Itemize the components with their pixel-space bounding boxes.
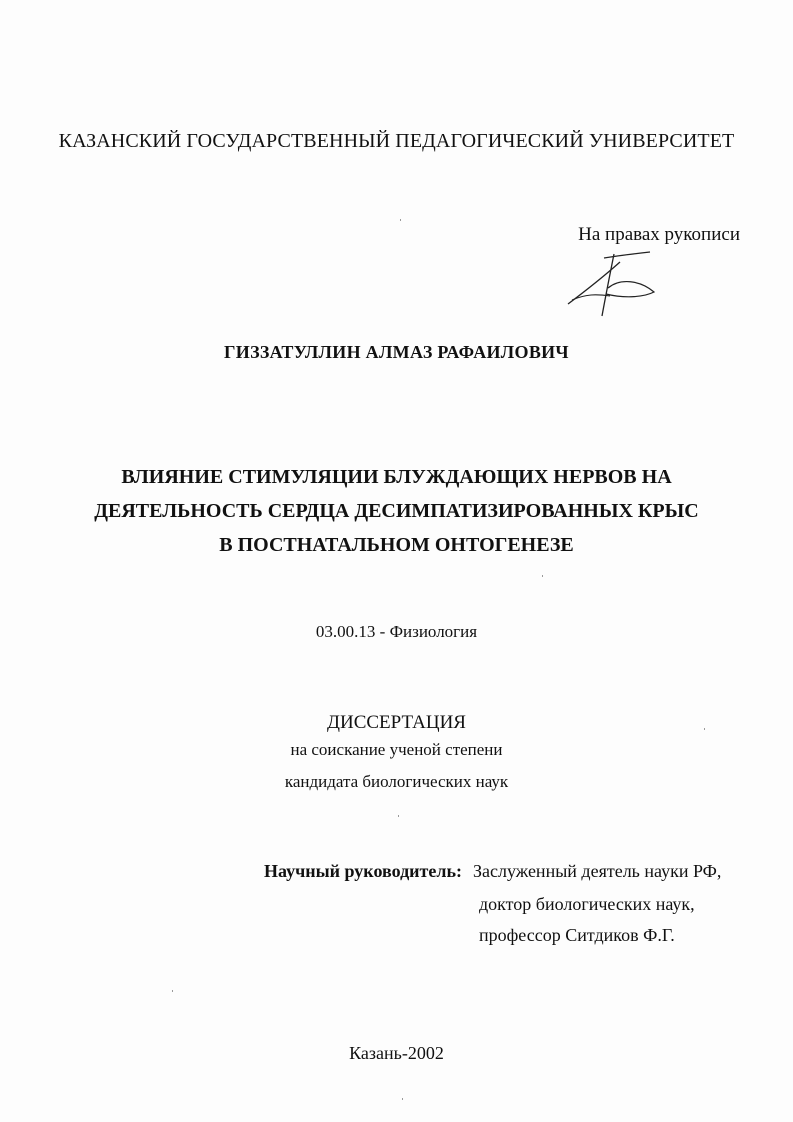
degree-purpose: на соискание ученой степени [290,740,503,759]
university-name: КАЗАНСКИЙ ГОСУДАРСТВЕННЫЙ ПЕДАГОГИЧЕСКИЙ УНИВЕРСИТЕТ [58,130,735,152]
scan-speck [704,728,705,730]
advisor-label: Научный руководитель: [264,861,462,881]
author-name: ГИЗЗАТУЛЛИН АЛМАЗ РАФАИЛОВИЧ [224,342,569,362]
scan-speck [542,575,543,577]
dissertation-title [0,460,793,562]
title-line: ДЕЯТЕЛЬНОСТЬ СЕРДЦА ДЕСИМПАТИЗИРОВАННЫХ КРЫС [94,500,699,522]
title-line: В ПОСТНАТАЛЬНОМ ОНТОГЕНЕЗЕ [219,534,574,556]
city-year: Казань-2002 [349,1043,444,1063]
manuscript-rights-note: На правах рукописи [578,224,740,245]
advisor-degree: доктор биологических наук, [479,894,695,914]
advisor-title: Заслуженный деятель науки РФ, [473,861,722,881]
advisor-name: профессор Ситдиков Ф.Г. [479,925,675,945]
scan-speck [172,990,173,992]
title-line: ВЛИЯНИЕ СТИМУЛЯЦИИ БЛУЖДАЮЩИХ НЕРВОВ НА [121,466,672,488]
scan-speck [398,815,399,817]
degree-name: кандидата биологических наук [284,772,509,791]
author-signature [562,248,662,320]
dissertation-type: ДИССЕРТАЦИЯ [327,712,466,733]
scan-speck [400,219,401,221]
scan-speck [402,1098,403,1100]
specialty-code: 03.00.13 - Физиология [315,622,478,641]
